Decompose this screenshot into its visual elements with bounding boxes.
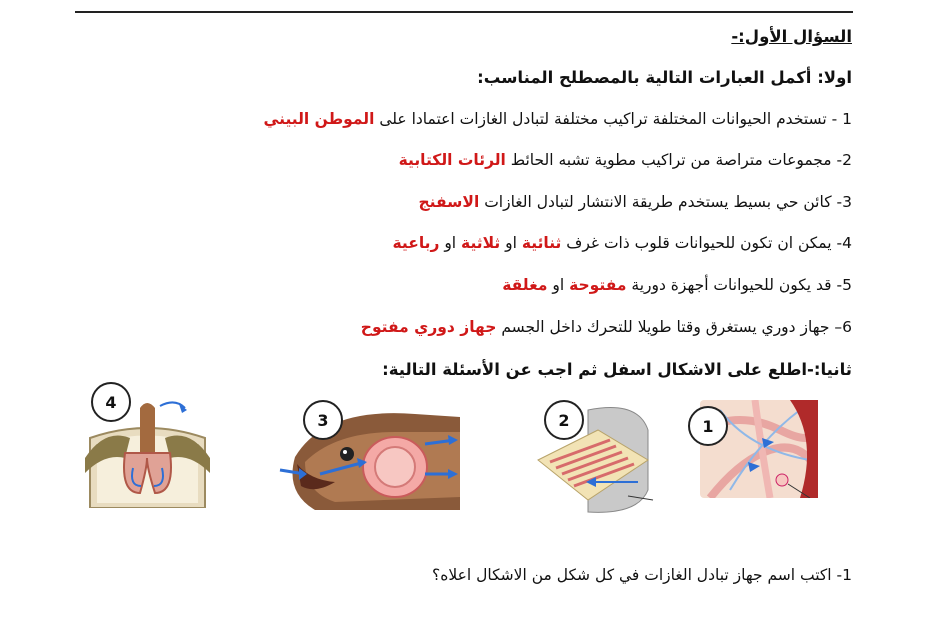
figure-4 [85,392,210,508]
answer-text: رباعية [392,234,440,252]
answer-text: الرئات الكتابية [398,151,506,169]
item-text: مجموعات متراصة من تراكيب مطوية تشبه الحائط [505,151,832,169]
list-item [361,318,852,336]
list-item [393,234,853,252]
page-title: السؤال الأول:- [731,27,852,46]
answer-text: ثنائية [521,234,562,252]
figure-1 [700,400,818,498]
figure-label: 3 [303,400,343,440]
item-number: 3- [836,193,852,211]
question-1: 1- اكتب اسم جهاز تبادل الغازات في كل شكل من الاشكال اعلاه؟ [432,566,852,584]
item-text: يمكن ان تكون للحيوانات قلوب ذات غرف [561,234,832,252]
figure-label: 2 [544,400,584,440]
item-text: جهاز دوري يستغرق وقتا طويلا للتحرك داخل الجسم [496,318,830,336]
item-text: كائن حي بسيط يستخدم طريقة الانتشار لتبادل الغازات [479,193,832,211]
item-text: قد يكون للحيوانات أجهزة دورية [626,276,832,294]
figure-2 [528,400,656,518]
connector-text: او [439,234,462,252]
connector-text: او [500,234,522,252]
list-item [419,193,853,211]
list-item [399,151,852,169]
item-text: تستخدم الحيوانات المختلفة تراكيب مختلفة لتبادل الغازات اعتمادا على [374,110,827,128]
figure-label: 1 [688,406,728,446]
answer-text: مفتوحة [569,276,627,294]
item-number: 1 - [831,110,852,128]
answer-text: ثلاثية [461,234,501,252]
figure-label: 4 [91,382,131,422]
list-item [263,110,852,128]
top-rule [75,11,853,13]
answer-text: مغلقة [502,276,548,294]
answer-text: جهاز دوري مفتوح [360,318,497,336]
item-number: 4- [836,234,852,252]
answer-text: الاسفنج [418,193,480,211]
item-number: 6– [834,318,852,336]
connector-text: او [547,276,570,294]
item-number: 2- [836,151,852,169]
figure-3 [275,402,460,510]
section2-heading: ثانيا:-اطلع على الاشكال اسفل ثم اجب عن الأسئلة التالية: [382,360,852,379]
list-item [502,276,852,294]
answer-text: الموطن البيني [263,110,375,128]
section1-heading: اولا: أكمل العبارات التالية بالمصطلح المناسب: [477,68,852,87]
item-number: 5- [836,276,852,294]
